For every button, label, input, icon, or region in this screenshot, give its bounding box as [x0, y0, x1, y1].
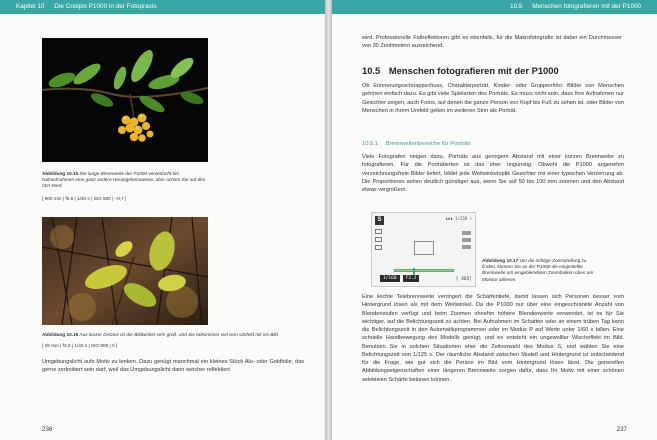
subheading-number: 10.5.1	[362, 141, 379, 147]
figure-caption-1	[42, 171, 208, 190]
lcd-right-icons	[462, 231, 472, 252]
aperture-value: F3.2	[403, 275, 420, 282]
exif-line-1: [ 900 mm | f5,6 | 1/40 s | ISO 800 | –0,7 ]	[42, 196, 127, 201]
section-title: Menschen fotografieren mit der P1000	[532, 3, 641, 10]
exif-line-2: [ 26 mm | f2,8 | 1/40 s | ISO 800 | 0 ]	[42, 343, 118, 348]
subsection-text	[362, 153, 624, 196]
image-quality-icon	[462, 231, 471, 235]
heading-title: Menschen fotografieren mit der P1000	[388, 65, 559, 76]
shutter-speed: 1/160	[380, 275, 400, 282]
chapter-title: Die Coolpix P1000 in der Fotopraxis	[54, 3, 157, 10]
section-heading	[362, 65, 559, 76]
page-number-right: 237	[616, 426, 627, 433]
photo-berries	[42, 38, 208, 162]
paragraph: Umgebungslicht aufs Motiv zu lenken. Dazu genügt manchmal ein kleines Stück Alu- oder Goldfolie, das gerne zerknittert sein darf, weil das Umgebungslicht dann weicher reflektiert	[42, 359, 304, 374]
photo-leaves	[42, 217, 208, 325]
exposure-readout	[380, 275, 419, 282]
running-head-left	[0, 0, 325, 14]
caption-text: Um die richtige Zoomstellung zu finden, können Sie an der P1000 die eingestellte Brennweite am eingeblendeten Zoombalken oben am Monitor ablesen.	[482, 258, 594, 282]
leaves-image	[42, 217, 208, 325]
macro-icon	[375, 245, 382, 250]
subheading-title: Brennweitenbereiche für Porträts	[385, 141, 471, 147]
paragraph: Viele Fotografen neigen dazu, Porträts aus geringem Abstand mit einer kurzen Brennweite zu fotografieren. Für die Porträtierten ist das eher ungünstig. Obwohl die P1000 angenehm verzeichnungsfreie Bilder liefert, bildet jede Weitwinkeloptik Gesichter mit einer typischen Verzerrung ab. Die Proportionen sehen deutlich günstiger aus, wenn Sie auf 50 bis 100 mm zoomen und den Abstand etwas vergrößern.	[362, 154, 624, 193]
running-head-right	[332, 0, 657, 14]
intro-text	[362, 34, 622, 53]
body-text-right	[362, 293, 624, 386]
subsection-heading	[362, 141, 471, 147]
shooting-mode-icon: S	[375, 216, 384, 225]
caption-text: Aus kurzer Distanz ist der Bildwinkel sehr groß, und Sie bekommen viel vom Umfeld mit ins Bild.	[79, 332, 280, 337]
caption-label: Abbildung 10.17	[482, 258, 519, 263]
heading-number: 10.5	[362, 65, 381, 76]
section-number: 10.5	[510, 3, 523, 10]
page-number-left: 236	[42, 426, 53, 433]
caption-label: Abbildung 10.16	[42, 332, 79, 337]
book-gutter	[325, 0, 332, 440]
figure-caption-3	[482, 258, 594, 283]
paragraph: wird. Professionelle Faltreflektoren gibt es ebenfalls, für die Makrofotografie ist dabei ein Durchmesser von 30 Zentimetern ausreichend.	[362, 35, 622, 50]
lcd-left-icons	[375, 229, 383, 253]
paragraph: Eine leichte Telebrennweite verringert die Schärfentiefe, damit lassen sich Personen besser vom Hintergrund lösen als mit dem Weitwinkel. Da die P1000 nur über eine eingeschränkte Anzahl von Blendenstufen verfügt und beim Zoomen ohnehin höhere Blendenwerte verwendet, ist es für Sie wichtiger, auf die Belichtungszeit zu achten. Bei Aufnahmen im Schatten oder an einem trüben Tag kann die Belichtungszeit in den Automatikprogrammen oder im Modus P auf Werte unter 1/60 s fallen. Eine schnelle Handbewegung des Modells genügt, und es entsteht ein ungewollter Wischeffekt im Bild. Benutzen Sie in solchen Situationen eher die Zeitvorwahl des Modus S, und wählen Sie eine Belichtungszeit von 1/125 s. Der räumliche Abstand zwischen Modell und Hintergrund ist entscheidend für die Frage, wie gut sich die Person im Bild vom Hintergrund lösen lässt. Die generellen Abbildungseigenschaften einer längeren Brennweite sorgen dafür, dass Ihr Motiv mit einer schönen selektiven Schärfe betonen können.	[362, 294, 624, 383]
left-page	[0, 0, 325, 440]
camera-lcd-screenshot	[371, 212, 476, 287]
caption-label: Abbildung 10.15	[42, 171, 79, 176]
flash-icon	[375, 229, 382, 234]
focus-frame	[414, 241, 434, 255]
zoom-bar	[394, 269, 454, 272]
section-text	[362, 82, 624, 117]
shots-remaining: [ 465]	[455, 277, 472, 282]
body-text-left	[42, 358, 304, 377]
berries-image	[42, 38, 208, 162]
chapter-label: Kapitel 10	[16, 3, 45, 10]
image-size-icon	[462, 238, 471, 242]
figure-caption-2	[42, 332, 302, 338]
self-timer-icon	[375, 237, 382, 242]
vr-icon	[462, 245, 471, 249]
caption-text: Die lange Brennweite der P1000 vereinfacht bei Nahaufnahmen eine ganz andere Herangehensweise, aber achten Sie auf den ISO-Wert.	[42, 171, 206, 189]
paragraph: Ob Erinnerungsschnappschuss, Charakterporträt, Kinder- oder Gruppenfoto: Bilder von Menschen gehören einfach dazu. Es gibt viele Spielarten des Porträts. Es muss nicht sein, dass Ihre Aufnahmen nur Gesichter zeigen, auch Fotos, auf denen die ganze Person von Kopf bis Fuß zu sehen ist, oder Bilder von Menschen in ihrem Umfeld gelten im weiteren Sinn als Porträt.	[362, 83, 624, 114]
lcd-status-readout: ▮▮▮ 1/250 ☼	[445, 216, 472, 221]
